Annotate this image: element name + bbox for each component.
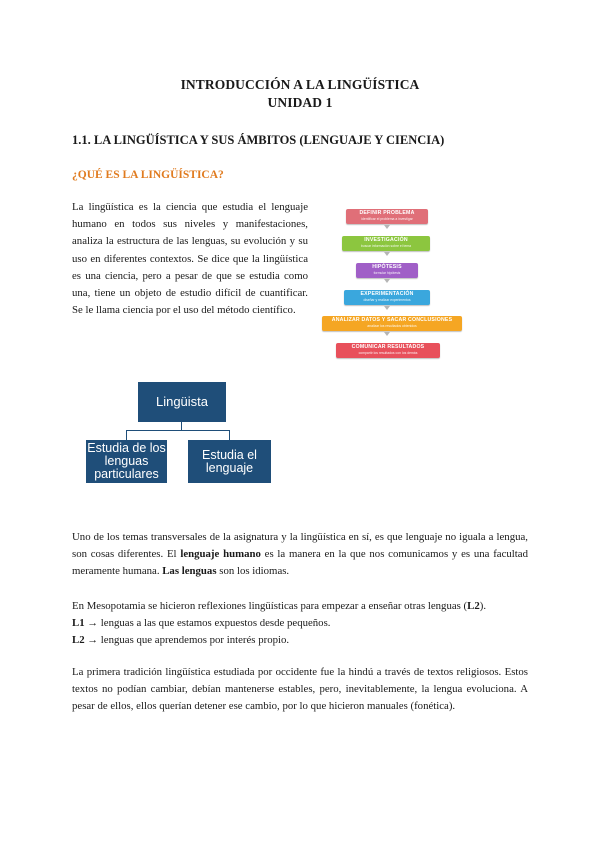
flow-arrow [384,306,390,310]
tree-connector [229,430,230,440]
paragraph-hindu-tradition: La primera tradición lingüística estudiada por occidente fue la hindú a través de textos religiosos. Estos textos no podían cambiar, debían mantenerse estables, pero, inevitablemente, la lengua evoluciona. A pesar de ellos, ellos querían detener ese cambio, por lo que hicieron manuales (fonética). [72,666,528,713]
unit-title: UNIDAD 1 [267,95,333,110]
scientific-method-diagram [322,209,462,364]
flow-step-title: COMUNICAR RESULTADOS [351,344,425,350]
flow-step-detail: diseñar y realizar experimentos [363,298,411,302]
l2-text: → lenguas que aprendemos por interés propio. [84,634,290,646]
tree-connector [126,430,230,431]
flow-arrow [384,252,390,256]
text-run: es la manera en la que nos comunicamos y es una facultad meramente humana. [72,548,528,578]
flow-step-detail: formular hipótesis [373,271,401,275]
bold-term-l2: L2 [467,600,480,612]
subheading: ¿QUÉ ES LA LINGÜÍSTICA? [72,169,224,181]
paragraph-language-vs-tongue [72,529,528,581]
l2-label: L2 [72,634,85,646]
definition-l1 [72,617,330,629]
flow-step-3 [356,263,418,278]
intro-paragraph: La lingüística es la ciencia que estudia el lenguaje humano en todos sus niveles y manifestaciones, analiza la estructura de las lenguas, su evolución y su uso en diferentes contextos. Se dice que la lingüística es una ciencia, pero a pesar de que se estudia como una, tiene un objeto de estudio difícil de cuantificar. Se le llama ciencia por el uso del método científico. [72,201,308,317]
l1-label: L1 [72,617,85,629]
text-run: ). [479,600,487,612]
tree-root-box: Lingüista [138,382,226,422]
flow-step-detail: analizar los resultados obtenidos [367,324,417,328]
flow-step-detail: buscar información sobre el tema [360,244,412,248]
flow-step-6 [336,343,440,358]
linguist-tree-diagram [86,382,271,484]
flow-step-title: ANALIZAR DATOS Y SACAR CONCLUSIONES [331,317,453,323]
text-run: Uno de los temas transversales de la asignatura y la lingüística en sí, es que lenguaje no iguala a lengua, son cosas diferentes. El [72,531,528,561]
text-run: son los idiomas. [216,565,290,578]
text-run: En Mesopotamia se hicieron reflexiones lingüísticas para empezar a enseñar otras lenguas ( [72,600,468,612]
flow-step-title: HIPÓTESIS [372,264,402,270]
flow-step-title: EXPERIMENTACIÓN [360,291,414,297]
flow-step-title: INVESTIGACIÓN [364,237,408,243]
bold-term-languages: Las lenguas [162,565,217,578]
tree-connector [181,422,182,430]
flow-step-detail: compartir los resultados con los demás [358,351,418,355]
tree-right-box: Estudia el lenguaje [188,440,271,483]
flow-step-title: DEFINIR PROBLEMA [359,210,415,216]
tree-left-box: Estudia de los lenguas particulares [87,441,166,481]
paragraph-mesopotamia [72,600,486,612]
bold-term-human-language: lenguaje humano [180,548,261,561]
flow-arrow [384,279,390,283]
definition-l2 [72,634,289,646]
flow-step-1 [346,209,428,224]
document-title: INTRODUCCIÓN A LA LINGÜÍSTICA [180,77,420,92]
flow-step-4 [344,290,430,305]
flow-step-2 [342,236,430,251]
flow-step-detail: identificar el problema a investigar [361,217,413,221]
section-heading: 1.1. LA LINGÜÍSTICA Y SUS ÁMBITOS (LENGUAJE Y CIENCIA) [72,133,445,147]
tree-connector [126,430,127,440]
l1-text: → lenguas a las que estamos expuestos desde pequeños. [84,617,331,629]
flow-arrow [384,225,390,229]
flow-step-5 [322,316,462,331]
flow-arrow [384,332,390,336]
